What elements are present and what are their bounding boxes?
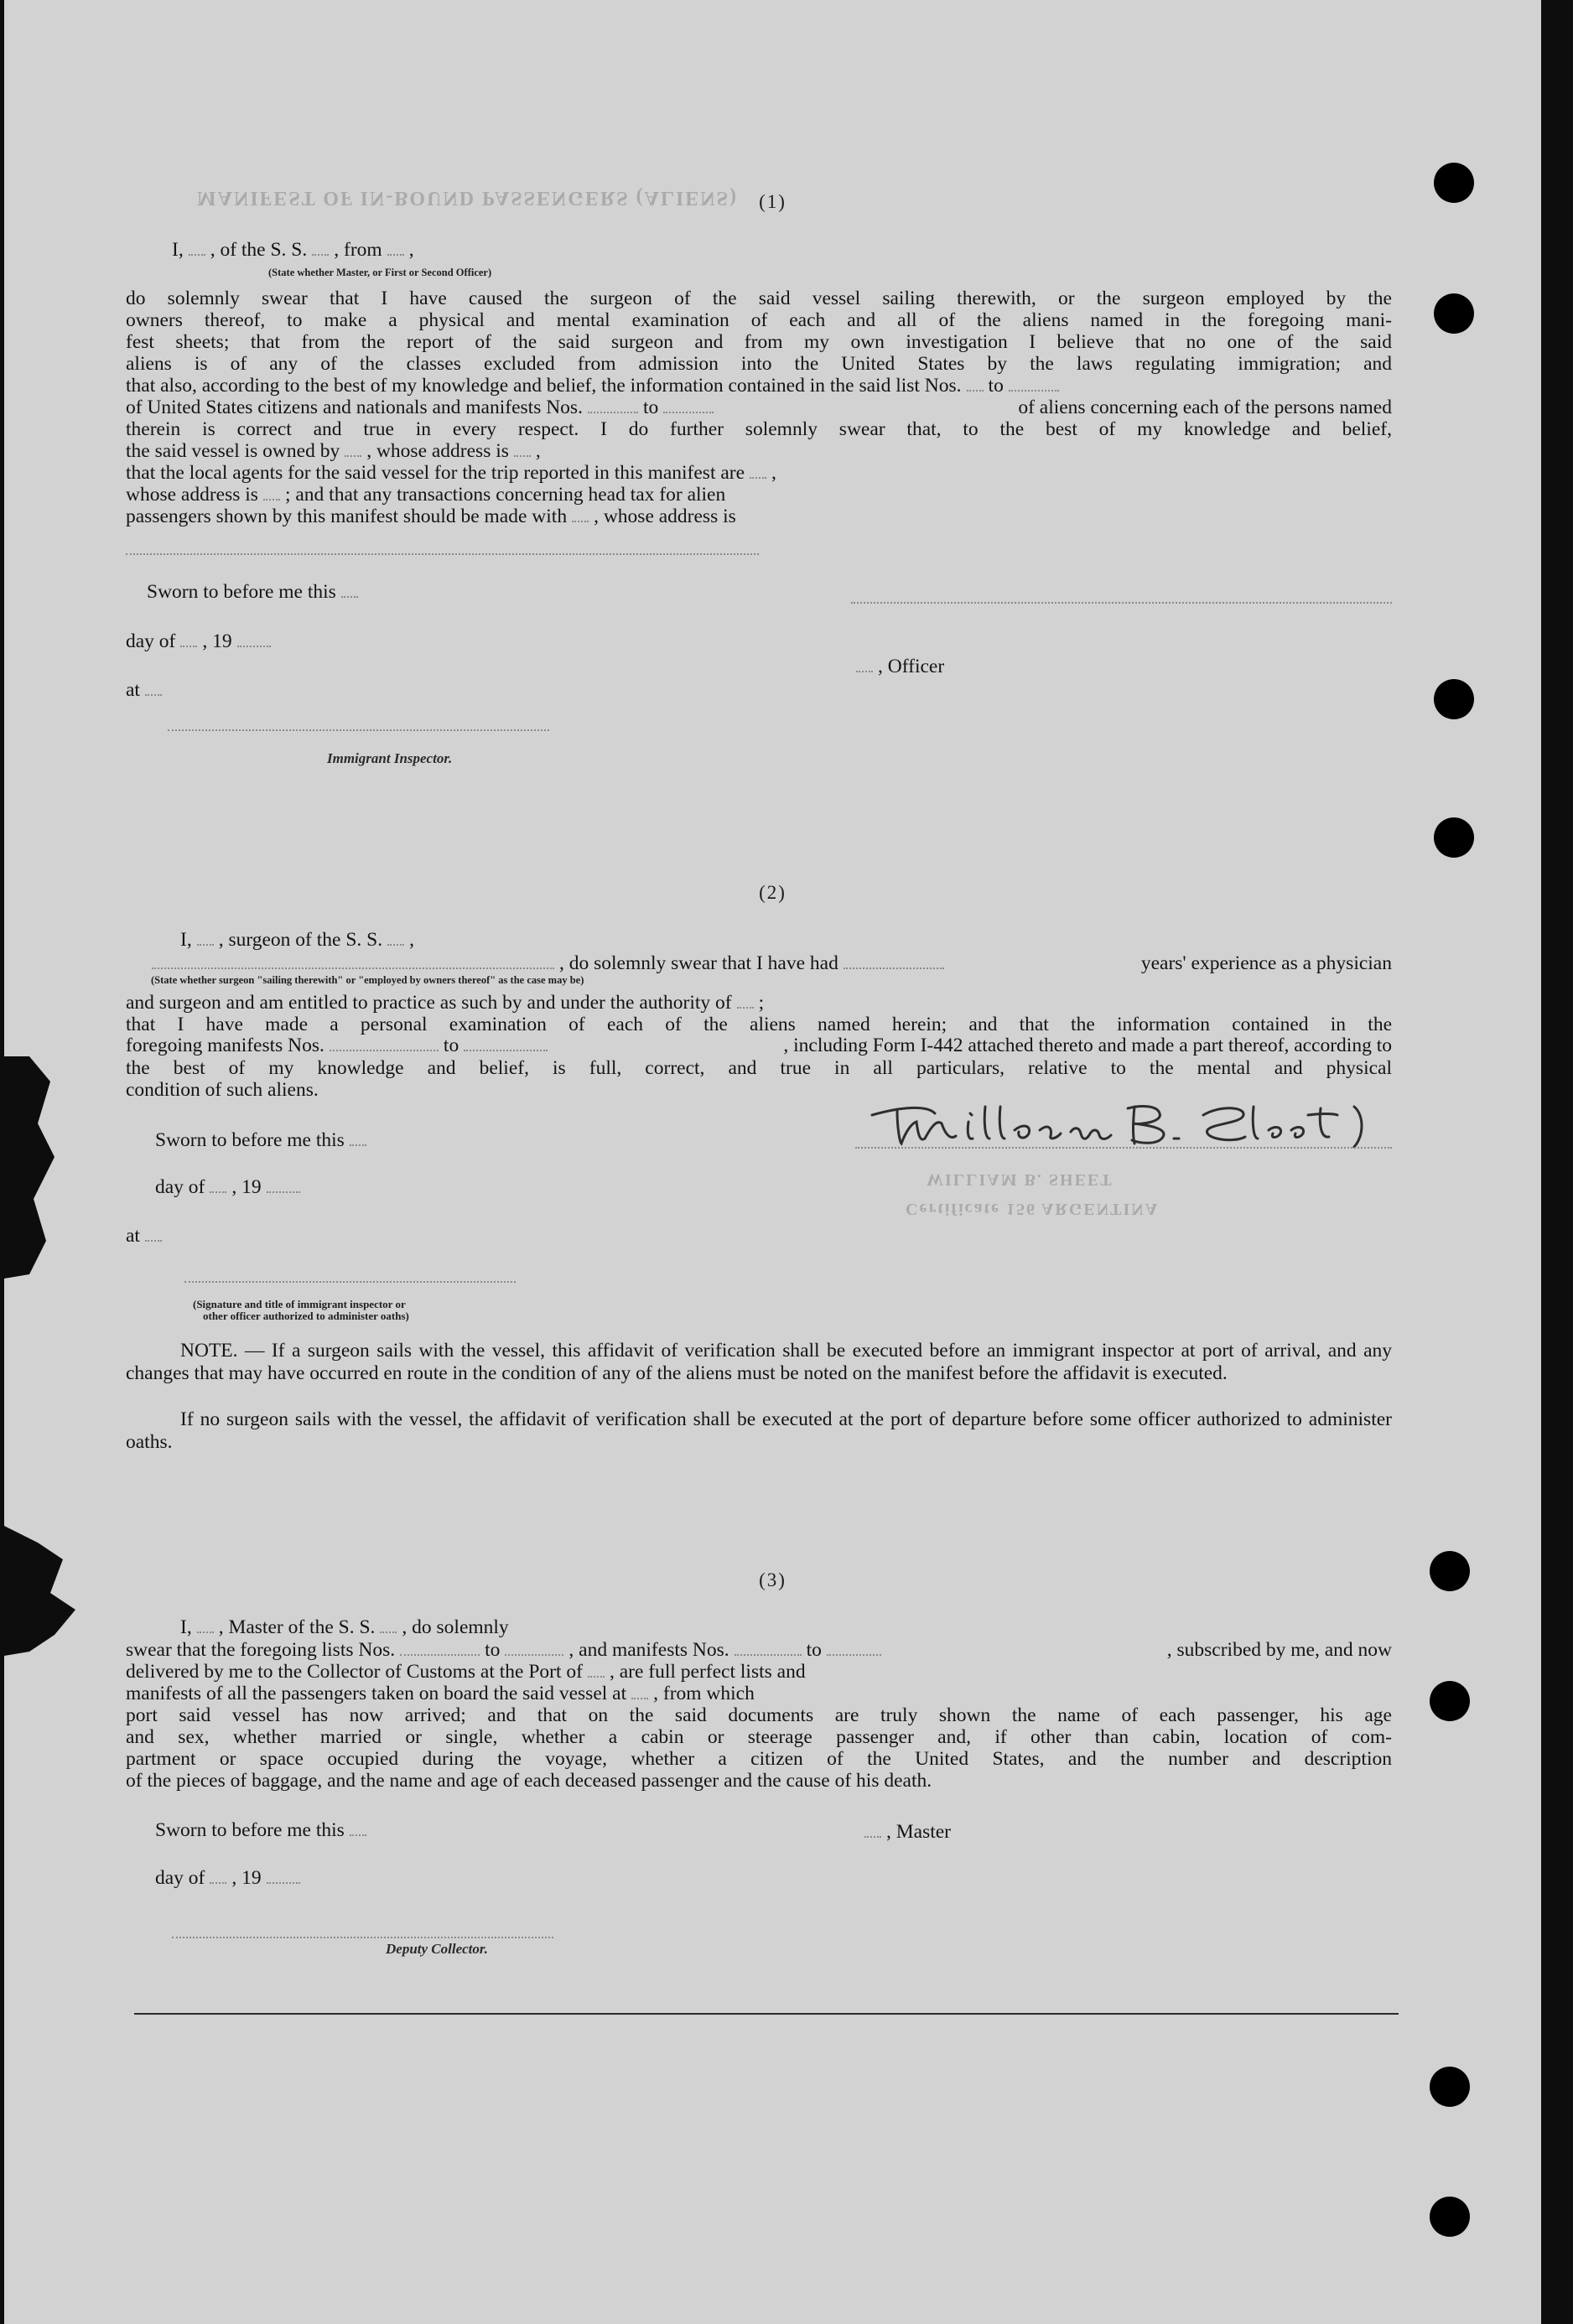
deputy-collector-signature-field — [172, 1937, 553, 1938]
section-2-manifests-line: foregoing manifests Nos. to , including Form I-442 attached thereto and made a part thereof, according to — [126, 1035, 1392, 1056]
bleed-through-stamp-1: WILLIAM B. SHEET — [927, 1170, 1114, 1189]
section-1-para-line: do solemnly swear that I have caused the surgeon of the said vessel sailing therewith, or the surgeon employed by the — [126, 288, 1392, 309]
agent-address-field — [263, 484, 280, 501]
immigrant-inspector-caption: Immigrant Inspector. — [327, 750, 453, 766]
section-3-master-line: , Master — [859, 1821, 1396, 1846]
s2-manifest-from-field — [330, 1035, 439, 1051]
section-1-head-tax-line: passengers shown by this manifest should be made with , whose address is — [126, 506, 736, 527]
master-name-field — [189, 239, 205, 256]
document-page — [4, 0, 1541, 2324]
s2-year-field — [267, 1176, 300, 1193]
s3-list-from-field — [400, 1639, 480, 1656]
s3-departure-port-field — [631, 1683, 648, 1699]
section-2-sworn-line: Sworn to before me this — [155, 1129, 470, 1154]
section-3-line-4: manifests of all the passengers taken on board the said vessel at , from which — [126, 1683, 755, 1704]
manifest-no-to-field — [663, 397, 714, 413]
s2-officer-caption-1: (Signature and title of immigrant inspector or — [193, 1298, 406, 1310]
section-2-number: (2) — [759, 882, 786, 903]
agents-field — [750, 462, 766, 479]
s3-day-field — [210, 1867, 226, 1884]
section-1-officer-line: , Officer — [851, 656, 1392, 681]
section-3-line-2: swear that the foregoing lists Nos. to , and manifests Nos. to , subscribed by me, and now — [126, 1639, 1392, 1661]
section-2-para-line: that I have made a personal examination of each of the aliens named herein; and that the information contained in the — [126, 1014, 1392, 1035]
section-3-para-line: of the pieces of baggage, and the name and age of each deceased passenger and the cause of his death. — [126, 1770, 932, 1792]
section-1-number: (1) — [759, 191, 786, 212]
section-1-at-line: at — [126, 679, 562, 704]
s3-manifest-from-field — [735, 1639, 802, 1656]
owner-address-field — [514, 440, 531, 457]
section-2-authority-line: and surgeon and am entitled to practice as such by and under the authority of ; — [126, 992, 765, 1014]
punch-hole — [1434, 293, 1474, 334]
bleed-through-header: MANIFEST OF IN-BOUND PASSENGERS (ALIENS) — [197, 187, 738, 209]
section-1-list-nos-line: that also, according to the best of my knowledge and belief, the information contained in the said list Nos. to — [126, 375, 1392, 400]
section-1-manifest-nos-line: of United States citizens and nationals and manifests Nos. to of aliens concerning each of the persons named — [126, 397, 1392, 418]
punch-hole — [1434, 163, 1474, 203]
s3-sworn-date-field — [350, 1819, 366, 1836]
bleed-through-stamp-2: Certificate 156 ARGENTINA — [906, 1200, 1160, 1218]
authority-field — [737, 992, 754, 1009]
year-field — [237, 630, 271, 647]
section-1-agent-address-line: whose address is ; and that any transactions concerning head tax for alien — [126, 484, 726, 506]
punch-hole — [1430, 2197, 1470, 2237]
owner-field — [345, 440, 361, 457]
s2-place-field — [145, 1225, 162, 1242]
section-3-day-line: day of , 19 — [155, 1867, 511, 1892]
punch-hole — [1430, 2067, 1470, 2107]
torn-edge — [4, 1056, 105, 1660]
section-1-owner-line: the said vessel is owned by , whose address is , — [126, 440, 541, 462]
note-paragraph-2: If no surgeon sails with the vessel, the affidavit of verification shall be executed at the port of departure before some officer authorized to administer oaths. — [126, 1408, 1392, 1453]
bottom-rule — [134, 2013, 1399, 2015]
place-field — [145, 679, 162, 696]
section-3-line-3: delivered by me to the Collector of Customs at the Port of , are full perfect lists and — [126, 1661, 806, 1683]
section-1-signature-field — [851, 602, 1392, 604]
section-1-para-line: owners thereof, to make a physical and mental examination of each and all of the aliens named in the foregoing mani- — [126, 309, 1392, 331]
s3-vessel-field — [380, 1616, 397, 1633]
s3-port-field — [588, 1661, 605, 1678]
section-1-day-line: day of , 19 — [126, 630, 562, 656]
list-no-to-field — [1009, 375, 1059, 392]
deputy-collector-caption: Deputy Collector. — [386, 1941, 488, 1957]
day-field — [180, 630, 197, 647]
surgeon-vessel-field — [387, 929, 404, 946]
manifest-no-from-field — [588, 397, 638, 413]
section-2-at-line: at — [126, 1225, 511, 1250]
section-2-line-2: , do solemnly swear that I have had years' experience as a physician — [147, 952, 1392, 978]
section-3-para-line: partment or space occupied during the voyage, whether a citizen of the United States, and the number and description — [126, 1748, 1392, 1770]
section-1-line-1: I, , of the S. S. , from , — [172, 239, 414, 261]
list-no-from-field — [967, 375, 984, 392]
from-port-field — [387, 239, 404, 256]
s2-officer-caption-2: other officer authorized to administer oaths) — [203, 1310, 409, 1322]
punch-hole — [1430, 1551, 1470, 1591]
s3-master-signature-field — [864, 1821, 881, 1838]
section-2-line-1: I, , surgeon of the S. S. , — [180, 929, 414, 951]
section-1-para-line: aliens is of any of the classes excluded from admission into the United States by the laws regulating immigration; and — [126, 353, 1392, 375]
s2-sworn-date-field — [350, 1129, 366, 1146]
section-3-sworn-line: Sworn to before me this — [155, 1819, 549, 1844]
section-2-status-note: (State whether surgeon "sailing therewith" or "employed by owners thereof" as the case may be) — [151, 974, 584, 986]
punch-hole — [1430, 1681, 1470, 1721]
section-2-para-line: condition of such aliens. — [126, 1079, 319, 1101]
s3-manifest-to-field — [827, 1639, 881, 1656]
section-1-role-note: (State whether Master, or First or Second Officer) — [268, 267, 492, 278]
s2-day-field — [210, 1176, 226, 1193]
years-field — [844, 952, 944, 969]
vessel-name-field — [312, 239, 329, 256]
punch-hole — [1434, 817, 1474, 858]
section-2-day-line: day of , 19 — [155, 1176, 511, 1201]
section-3-line-1: I, , Master of the S. S. , do solemnly — [180, 1616, 509, 1638]
section-1-sworn-line: Sworn to before me this — [147, 581, 449, 606]
surgeon-signature-field — [855, 1147, 1392, 1149]
s2-officer-signature-field — [184, 1281, 516, 1283]
head-tax-address-field — [126, 553, 759, 555]
s2-manifest-to-field — [464, 1035, 548, 1051]
section-1-para-line: therein is correct and true in every respect. I do further solemnly swear that, to the best of my knowledge and belief, — [126, 418, 1392, 440]
sworn-date-field — [341, 581, 358, 598]
section-3-para-line: port said vessel has now arrived; and that on the said documents are truly shown the name of each passenger, his age — [126, 1704, 1392, 1726]
head-tax-party-field — [572, 506, 589, 522]
surgeon-status-field — [152, 952, 554, 969]
s3-master-name-field — [197, 1616, 214, 1633]
s3-year-field — [267, 1867, 300, 1884]
officer-name-field — [856, 656, 873, 672]
section-1-para-line: fest sheets; that from the report of the said surgeon and from my own investigation I believe that no one of the said — [126, 331, 1392, 353]
section-3-number: (3) — [759, 1569, 786, 1590]
section-1-agents-line: that the local agents for the said vessel for the trip reported in this manifest are , — [126, 462, 776, 484]
s3-list-to-field — [505, 1639, 563, 1656]
note-paragraph-1: NOTE. — If a surgeon sails with the vessel, this affidavit of verification shall be executed before an immigrant inspector at port of arrival, and any changes that may have occurred en route in the condition of any of the aliens must be noted on the manifest before the affidavit is executed. — [126, 1340, 1393, 1384]
surgeon-name-field — [197, 929, 214, 946]
section-3-para-line: and sex, whether married or single, whether a cabin or steerage passenger and, if other than cabin, location of com- — [126, 1726, 1392, 1748]
punch-hole — [1434, 679, 1474, 719]
inspector-signature-field — [168, 729, 549, 731]
section-2-para-line: the best of my knowledge and belief, is full, correct, and true in all particulars, relative to the mental and physical — [126, 1057, 1392, 1079]
